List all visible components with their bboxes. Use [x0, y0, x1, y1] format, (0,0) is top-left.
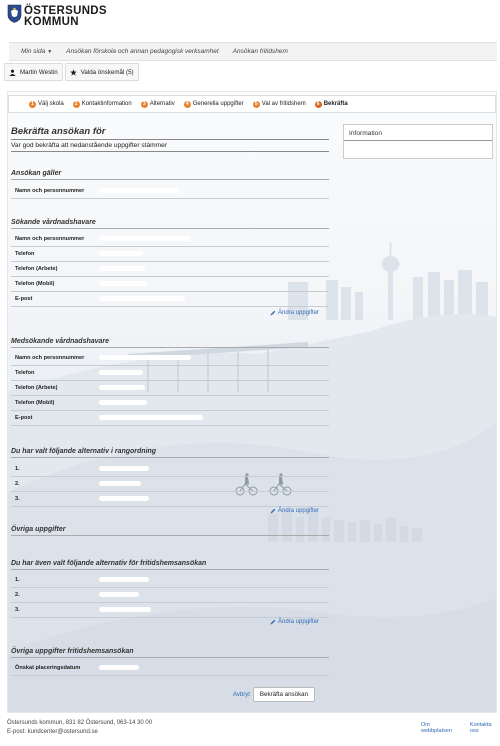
nav-item-preschool-application[interactable]: Ansökan förskola och annan pedagogisk verksamhet: [66, 48, 219, 55]
redacted-value: [99, 296, 185, 301]
guardian-row: [11, 292, 329, 307]
ranking-row: [11, 492, 329, 507]
step-confirm[interactable]: 6 Bekräfta: [315, 101, 348, 108]
redacted-value: [99, 665, 139, 670]
redacted-value: [99, 481, 141, 486]
row-label: E-post: [15, 296, 33, 302]
coguardian-row: [11, 381, 329, 396]
redacted-value: [99, 592, 139, 597]
section-ranking-title: Du har valt följande alternativ i rangordning: [11, 448, 329, 458]
contact-link[interactable]: Kontakta oss: [469, 722, 492, 734]
section-guardian-title: Sökande vårdnadshavare: [11, 219, 329, 229]
footer-address: Östersunds kommun, 831 82 Östersund, 063-14 30 00: [7, 720, 153, 726]
caret-down-icon: ▼: [47, 49, 53, 55]
page-subtitle: Var god bekräfta att nedanstående uppgifter stämmer: [11, 142, 329, 152]
redacted-value: [99, 236, 191, 241]
row-label: 3.: [15, 607, 20, 613]
ranking-row: [11, 462, 329, 477]
footer-link-separator: ·: [464, 722, 466, 728]
redacted-value: [99, 496, 149, 501]
redacted-value: [99, 577, 149, 582]
section-other-title: Övriga uppgifter: [11, 526, 329, 536]
about-site-link[interactable]: Om webbplatsen: [421, 722, 452, 734]
coat-of-arms-icon: [7, 4, 22, 23]
footer-links: [421, 722, 500, 734]
row-label: Telefon: [15, 251, 35, 257]
edit-guardian-link[interactable]: Ändra uppgifter: [270, 310, 319, 316]
pencil-icon: [270, 310, 276, 316]
section-coguardian-title: Medsökande vårdnadshavare: [11, 338, 329, 348]
coguardian-row: [11, 351, 329, 366]
step-afterschool-choice[interactable]: 5 Val av fritidshem: [253, 101, 306, 108]
step-general-info[interactable]: 4 Generella uppgifter: [184, 101, 244, 108]
redacted-value: [99, 370, 143, 375]
row-label: 2.: [15, 592, 20, 598]
selected-wishes-label: Valda önskemål (5): [80, 68, 134, 76]
redacted-value: [99, 355, 191, 360]
ranking-row: [11, 477, 329, 492]
afterschool-row: [11, 603, 329, 618]
brand-line-1: ÖSTERSUNDS: [24, 5, 107, 17]
guardian-row: [11, 232, 329, 247]
row-label: 2.: [15, 481, 20, 487]
guardian-row: [11, 277, 329, 292]
placement-date-row: [11, 661, 329, 676]
brand-logo[interactable]: [24, 6, 107, 28]
row-label: Namn och personnummer: [15, 355, 85, 361]
nav-item-my-page[interactable]: Min sida ▼: [21, 48, 53, 55]
coguardian-row: [11, 396, 329, 411]
row-label: 3.: [15, 496, 20, 502]
information-title: Information: [344, 125, 492, 141]
redacted-value: [99, 251, 143, 256]
row-label: 1.: [15, 577, 20, 583]
redacted-value: [99, 281, 147, 286]
selected-wishes-button[interactable]: [65, 63, 139, 81]
user-button[interactable]: [4, 63, 63, 81]
redacted-value: [99, 400, 147, 405]
redacted-value: [99, 385, 145, 390]
information-panel: [343, 124, 493, 159]
main-content: [7, 91, 497, 713]
row-label: Önskat placeringsdatum: [15, 665, 81, 671]
section-application-title: Ansökan gäller: [11, 170, 329, 180]
step-alternatives[interactable]: 3 Alternativ: [141, 101, 175, 108]
user-icon: [9, 69, 16, 76]
row-label: Telefon (Arbete): [15, 266, 58, 272]
redacted-value: [99, 607, 151, 612]
section-afterschool-other-title: Övriga uppgifter fritidshemsansökan: [11, 648, 329, 658]
footer-email: E-post: kundcenter@ostersund.se: [7, 729, 98, 735]
step-contact-info[interactable]: 2 Kontaktinformation: [73, 101, 132, 108]
site-header: [0, 0, 500, 42]
progress-steps: [8, 95, 496, 113]
guardian-row: [11, 262, 329, 277]
redacted-value: [99, 466, 149, 471]
user-bar: [4, 63, 139, 81]
guardian-row: [11, 247, 329, 262]
step-choose-school[interactable]: 1 Välj skola: [29, 101, 64, 108]
form-actions: [233, 687, 315, 702]
confirm-application-button[interactable]: Bekräfta ansökan: [253, 687, 315, 702]
cancel-link[interactable]: Avbryt: [233, 691, 250, 698]
row-label: Telefon: [15, 370, 35, 376]
section-afterschool-title: Du har även valt följande alternativ för fritidshemsansökan: [11, 560, 329, 570]
pencil-icon: [270, 508, 276, 514]
edit-ranking-link[interactable]: Ändra uppgifter: [270, 508, 319, 514]
brand-line-2: KOMMUN: [24, 16, 79, 28]
nav-item-afterschool-application[interactable]: Ansökan fritidshem: [232, 48, 288, 55]
pencil-icon: [270, 619, 276, 625]
coguardian-row: [11, 366, 329, 381]
user-name: Martin Westin: [20, 68, 58, 76]
top-navigation: [9, 42, 497, 61]
row-label: Telefon (Arbete): [15, 385, 58, 391]
redacted-value: [99, 415, 203, 420]
afterschool-row: [11, 588, 329, 603]
redacted-value: [99, 266, 145, 271]
afterschool-row: [11, 573, 329, 588]
star-icon: [70, 69, 77, 76]
page-title: Bekräfta ansökan för: [11, 126, 329, 140]
coguardian-row: [11, 411, 329, 426]
row-label: Namn och personnummer: [15, 188, 85, 194]
row-label: E-post: [15, 415, 33, 421]
row-label: Telefon (Mobil): [15, 281, 55, 287]
redacted-value: [99, 188, 179, 193]
row-label: 1.: [15, 466, 20, 472]
edit-afterschool-link[interactable]: Ändra uppgifter: [270, 619, 319, 625]
row-label: Namn och personnummer: [15, 236, 85, 242]
row-label: Telefon (Mobil): [15, 400, 55, 406]
application-name-row: [11, 184, 329, 199]
